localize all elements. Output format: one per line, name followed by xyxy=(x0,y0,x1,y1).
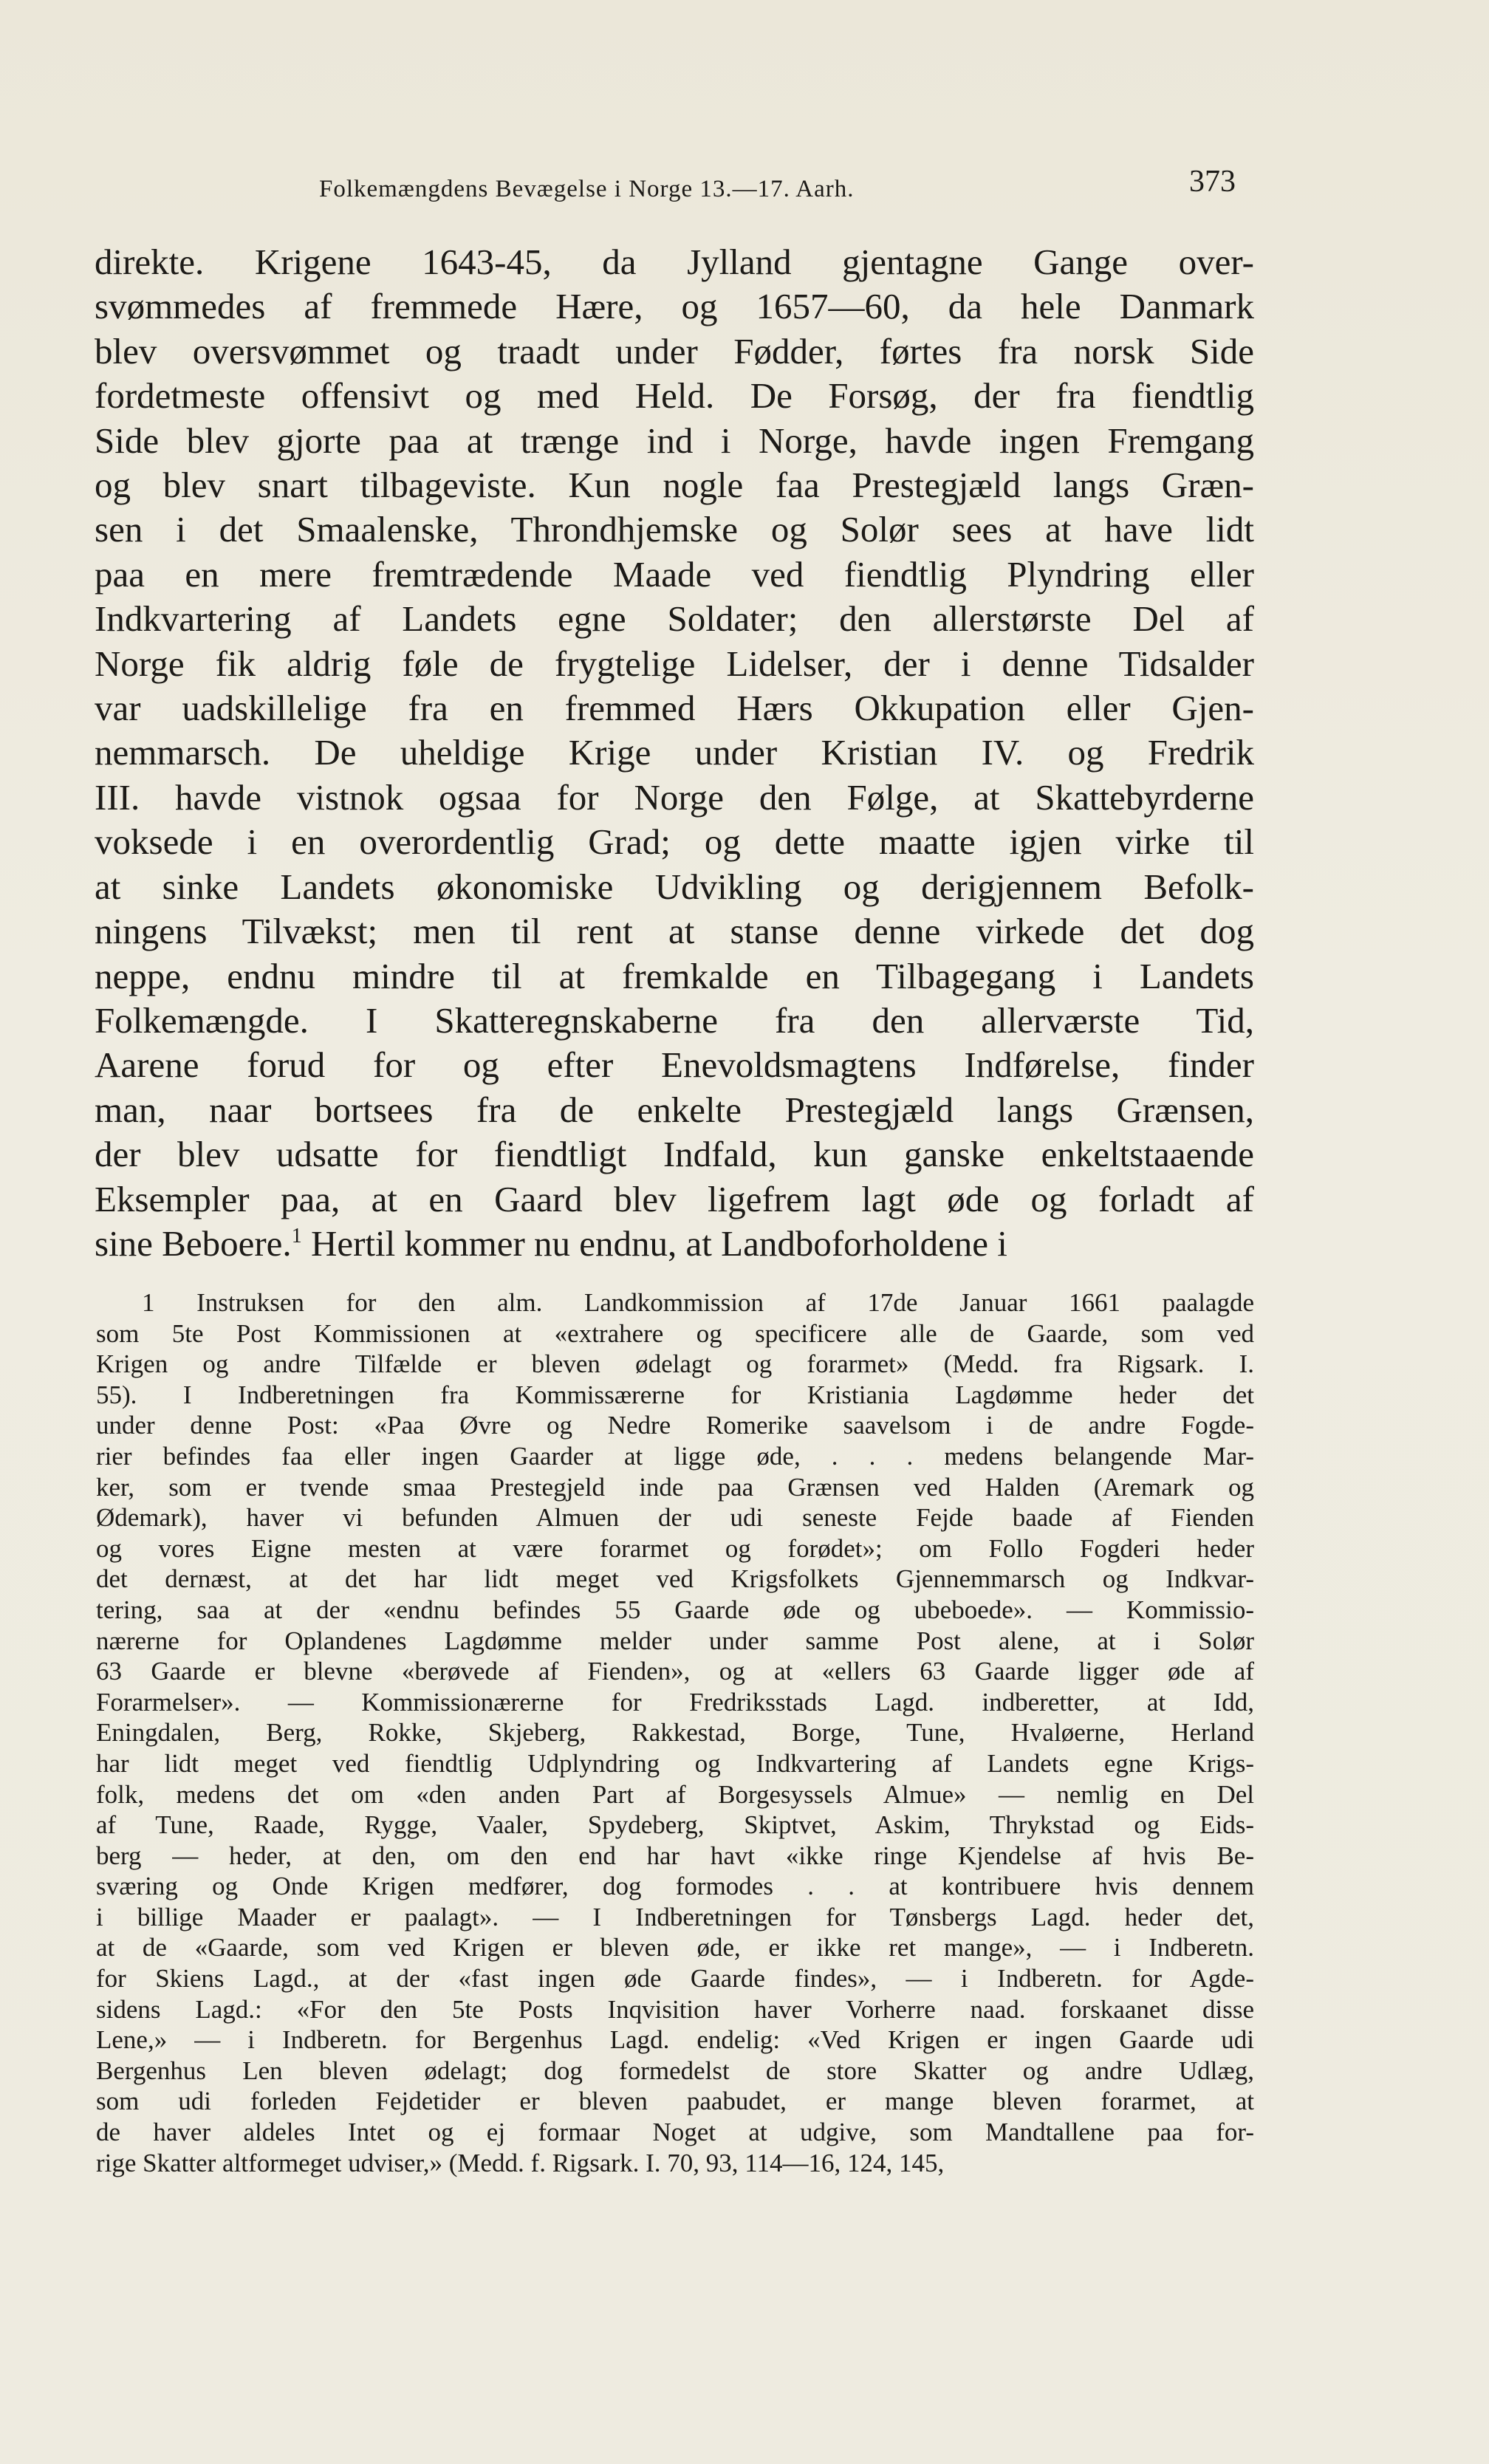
footnote-line: Lene,» — i Indberetn. for Bergenhus Lagd. endelig: «Ved Krigen er ingen Gaarde udi xyxy=(96,2025,1254,2055)
text-line: sen i det Smaalenske, Throndhjemske og Solør sees at have lidt xyxy=(95,509,1254,550)
footnote-line: folk, medens det om «den anden Part af Borgesyssels Almue» — nemlig en Del xyxy=(96,1779,1254,1809)
footnote-line: har lidt meget ved fiendtlig Udplyndring og Indkvartering af Landets egne Krigs- xyxy=(96,1748,1254,1778)
text-line: Folkemængde. I Skatteregnskaberne fra den allerværste Tid, xyxy=(95,999,1254,1041)
text-line: var uadskillelige fra en fremmed Hærs Okkupation eller Gjen- xyxy=(95,688,1254,729)
footnote-reference[interactable]: 1 xyxy=(291,1224,302,1248)
running-title: Folkemængdens Bevægelse i Norge 13.—17. Aarh. xyxy=(319,176,855,202)
footnote-line: som udi forleden Fejdetider er bleven paabudet, er mange bleven forarmet, at xyxy=(96,2087,1254,2116)
text-line: svømmedes af fremmede Hære, og 1657—60, da hele Danmark xyxy=(95,286,1254,327)
text-line: III. havde vistnok ogsaa for Norge den Følge, at Skattebyrderne xyxy=(95,776,1254,818)
footnote-line: af Tune, Raade, Rygge, Vaaler, Spydeberg, Skiptvet, Askim, Thrykstad og Eids- xyxy=(96,1810,1254,1840)
footnote-line: Ødemark), haver vi befunden Almuen der udi seneste Fejde baade af Fienden xyxy=(96,1503,1254,1533)
text-line-start: sine Beboere. xyxy=(95,1222,292,1264)
text-line: Side blev gjorte paa at trænge ind i Norge, havde ingen Fremgang xyxy=(95,420,1254,461)
text-line: der blev udsatte for fiendtligt Indfald, kun ganske enkeltstaaende xyxy=(95,1134,1254,1175)
text-line: direkte. Krigene 1643-45, da Jylland gjentagne Gange over- xyxy=(95,242,1254,282)
text-line: Aarene forud for og efter Enevoldsmagtens Indførelse, finder xyxy=(95,1044,1254,1086)
page-number: 373 xyxy=(1189,165,1236,199)
footnote-line: Krigen og andre Tilfælde er bleven ødelagt og forarmet» (Medd. fra Rigsark. I. xyxy=(96,1349,1254,1379)
text-line: at sinke Landets økonomiske Udvikling og derigjennem Befolk- xyxy=(95,866,1254,907)
text-line-end: Hertil kommer nu endnu, at Landboforholdene i xyxy=(310,1222,1007,1264)
footnote-line: de haver aldeles Intet og ej formaar Noget at udgive, som Mandtallene paa for- xyxy=(96,2118,1254,2147)
footnote-line: ker, som er tvende smaa Prestegjeld inde paa Grænsen ved Halden (Aremark og xyxy=(96,1472,1254,1502)
footnote-line: nærerne for Oplandenes Lagdømme melder under samme Post alene, at i Solør xyxy=(96,1626,1254,1655)
text-line: fordetmeste offensivt og med Held. De Forsøg, der fra fiendtlig xyxy=(95,375,1254,417)
footnote-line: for Skiens Lagd., at der «fast ingen øde Gaarde findes», — i Indberetn. for Agde- xyxy=(96,1964,1254,1994)
text-line-with-note xyxy=(95,1222,1254,1266)
footnote-line: 63 Gaarde er blevne «berøvede af Fienden», og at «ellers 63 Gaarde ligger øde af xyxy=(96,1657,1254,1686)
footnote-line: 55). I Indberetningen fra Kommissærerne for Kristiania Lagdømme heder det xyxy=(96,1380,1254,1409)
footnote-line: Bergenhus Len bleven ødelagt; dog formedelst de store Skatter og andre Udlæg, xyxy=(96,2056,1254,2085)
text-line: ningens Tilvækst; men til rent at stanse denne virkede det dog xyxy=(95,911,1254,952)
footnote-line: at de «Gaarde, som ved Krigen er bleven øde, er ikke ret mange», — i Indberetn. xyxy=(96,1933,1254,1962)
footnote xyxy=(96,1287,1254,2178)
footnote-line: tering, saa at der «endnu befindes 55 Gaarde øde og ubeboede». — Kommissio- xyxy=(96,1595,1254,1624)
footnote-line: som 5te Post Kommissionen at «extrahere og specificere alle de Gaarde, som ved xyxy=(96,1318,1254,1348)
footnote-line: rige Skatter altformeget udviser,» (Medd. f. Rigsark. I. 70, 93, 114—16, 124, 145, xyxy=(96,2148,945,2177)
text-line: Eksempler paa, at en Gaard blev ligefrem lagt øde og forladt af xyxy=(95,1178,1254,1219)
footnote-line: Forarmelser». — Kommissionærerne for Fredriksstads Lagd. indberetter, at Idd, xyxy=(96,1687,1254,1717)
text-line: Norge fik aldrig føle de frygtelige Lidelser, der i denne Tidsalder xyxy=(95,643,1254,684)
text-line: og blev snart tilbageviste. Kun nogle faa Prestegjæld langs Græn- xyxy=(95,465,1254,506)
text-line: voksede i en overordentlig Grad; og dette maatte igjen virke til xyxy=(95,821,1254,863)
footnote-line: sidens Lagd.: «For den 5te Posts Inqvisition haver Vorherre naad. forskaanet disse xyxy=(96,1994,1254,2024)
footnote-line: Eningdalen, Berg, Rokke, Skjeberg, Rakkestad, Borge, Tune, Hvaløerne, Herland xyxy=(96,1718,1254,1748)
footnote-line: rier befindes faa eller ingen Gaarder at ligge øde, . . . medens belangende Mar- xyxy=(96,1441,1254,1471)
text-line: neppe, endnu mindre til at fremkalde en Tilbagegang i Landets xyxy=(95,955,1254,996)
main-text xyxy=(95,240,1254,1266)
footnote-line: og vores Eigne mesten at være forarmet og forødet»; om Follo Fogderi heder xyxy=(96,1533,1254,1563)
text-line: blev oversvømmet og traadt under Fødder, førtes fra norsk Side xyxy=(95,330,1254,372)
footnote-line: det dernæst, at det har lidt meget ved Krigsfolkets Gjennemmarsch og Indkvar- xyxy=(96,1564,1254,1594)
footnote-line: sværing og Onde Krigen medfører, dog formodes . . at kontribuere hvis dennem xyxy=(96,1872,1254,1901)
footnote-line: i billige Maader er paalagt». — I Indberetningen for Tønsbergs Lagd. heder det, xyxy=(96,1902,1254,1931)
text-line: Indkvartering af Landets egne Soldater; den allerstørste Del af xyxy=(95,598,1254,640)
footnote-line: 1 Instruksen for den alm. Landkommission af 17de Januar 1661 paalagde xyxy=(142,1288,1254,1317)
text-line: man, naar bortsees fra de enkelte Prestegjæld langs Grænsen, xyxy=(95,1089,1254,1130)
footnote-line: berg — heder, at den, om den end har havt «ikke ringe Kjendelse af hvis Be- xyxy=(96,1841,1254,1870)
footnote-line: under denne Post: «Paa Øvre og Nedre Romerike saavelsom i de andre Fogde- xyxy=(96,1411,1254,1440)
text-line: nemmarsch. De uheldige Krige under Kristian IV. og Fredrik xyxy=(95,732,1254,773)
text-line: paa en mere fremtrædende Maade ved fiendtlig Plyndring eller xyxy=(95,553,1254,595)
